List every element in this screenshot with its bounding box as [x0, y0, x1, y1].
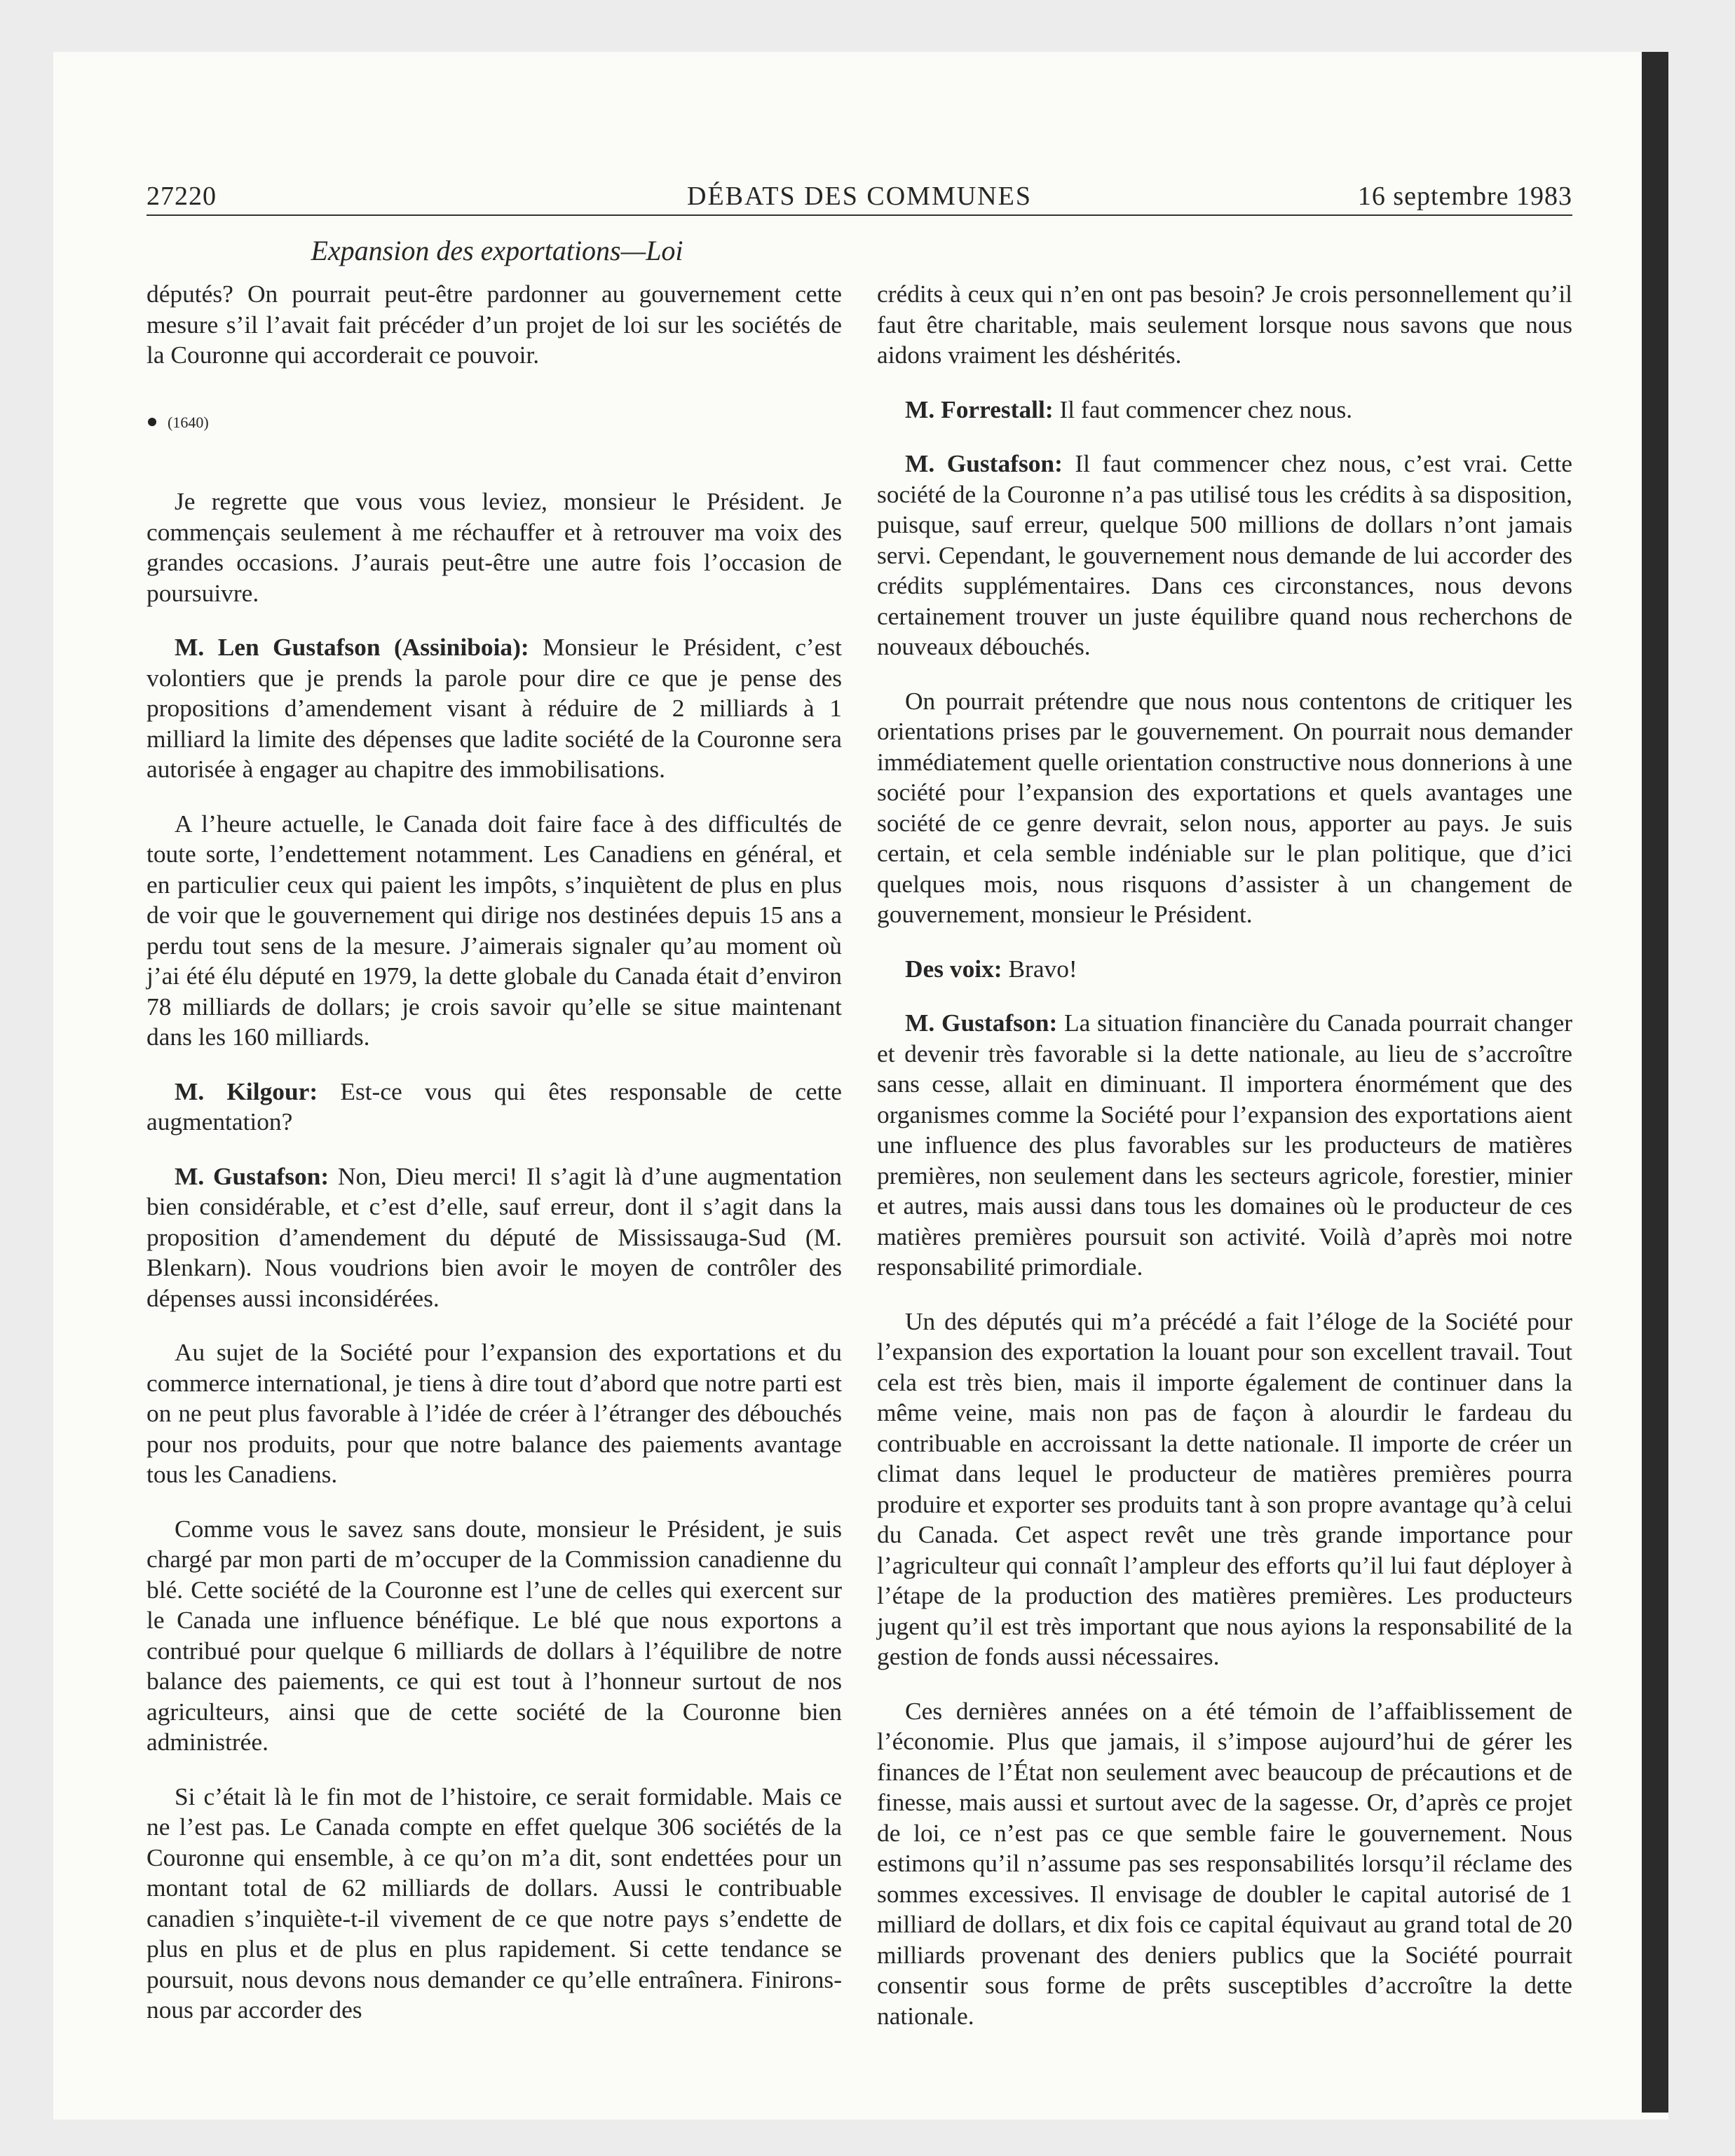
paragraph: députés? On pourrait peut-être pardonner au gouvernement cette mesure s’il l’avait fait précéder d’un projet de loi sur les sociétés de la Couronne qui accorderait ce pouvoir.: [147, 280, 842, 369]
speech-paragraph: [877, 954, 1572, 985]
page-header: [147, 179, 1572, 216]
page-number: 27220: [147, 182, 217, 211]
speaker-name: M. Gustafson:: [905, 449, 1063, 477]
bullet-icon: [148, 418, 156, 426]
speaker-name: M. Forrestall:: [905, 395, 1054, 423]
speech-text: Il faut commencer chez nous.: [1053, 395, 1353, 423]
paragraph: Si c’était là le fin mot de l’histoire, ce serait formidable. Mais ce ne l’est pas. Le Canada compte en effet quelque 306 sociétés de la Couronne qui ensemble, à ce qu’on m’a dit, sont endettées pour un montant total de 62 milliards de dollars. Aussi le contribuable canadien s’inquiète-t-il vivement de ce que notre pays s’endette de plus en plus et de plus en plus rapidement. Si cette tendance se poursuit, nous devons nous demander ce qu’elle entraînera. Finirons-nous par accorder des: [147, 1782, 842, 2024]
speech-text: Bravo!: [1002, 954, 1077, 983]
running-title: Expansion des exportations—Loi: [311, 235, 683, 266]
paragraph: Ces dernières années on a été témoin de l’affaiblissement de l’économie. Plus que jamais, il s’impose aujourd’hui de gérer les finances de l’État non seulement avec beaucoup de précautions et de finesse, mais aussi et surtout avec de la sagesse. Or, d’après ce projet de loi, ce n’est pas ce que semble faire le gouvernement. Nous estimons qu’il n’assume pas ses responsabilités lorsqu’il réclame des sommes excessives. Il envisage de doubler le capital autorisé de 1 milliard de dollars, et dix fois ce capital équivaut au grand total de 20 milliards provenant des deniers publics que la Société pourrait consentir sous forme de prêts susceptibles d’accroître la dette nationale.: [877, 1696, 1572, 2030]
paragraph: Je regrette que vous vous leviez, monsieur le Président. Je commençais seulement à me réchauffer et à retrouver ma voix des grandes occasions. J’aurais peut-être une autre fois l’occasion de poursuivre.: [147, 487, 842, 607]
speech-text: Monsieur le Président, c’est volontiers que je prends la parole pour dire ce que je pense des propositions d’amendement visant à réduire de 2 milliards à 1 milliard la limite des dépenses que ladite société de la Couronne sera autorisée à engager au chapitre des immobilisations.: [147, 633, 843, 783]
paragraph: Au sujet de la Société pour l’expansion des exportations et du commerce international, je tiens à dire tout d’abord que notre parti est on ne peut plus favorable à l’idée de créer à l’étranger des débouchés pour nos produits, pour que notre balance des paiements avantage tous les Canadiens.: [147, 1338, 842, 1488]
journal-title: DÉBATS DES COMMUNES: [687, 182, 1032, 211]
speech-paragraph: [147, 632, 842, 785]
left-column: [147, 279, 842, 2049]
right-column: [877, 279, 1572, 2055]
speech-paragraph: [877, 395, 1572, 425]
paragraph: A l’heure actuelle, le Canada doit faire face à des difficultés de toute sorte, l’endettement notamment. Les Canadiens en général, et en particulier ceux qui paient les impôts, s’inquiètent de plus en plus de voir que le gouvernement qui dirige nos destinées depuis 15 ans a perdu tout sens de la mesure. J’aimerais signaler qu’au moment où j’ai été élu député en 1979, la dette globale du Canada était d’environ 78 milliards de dollars; je crois savoir qu’elle se situe maintenant dans les 160 milliards.: [147, 809, 842, 1051]
speaker-name: M. Len Gustafson (Assiniboia):: [175, 633, 529, 661]
speaker-name: M. Gustafson:: [905, 1009, 1058, 1037]
speech-paragraph: [147, 1077, 842, 1138]
time-stamp: [148, 407, 842, 438]
speech-text: Non, Dieu merci! Il s’agit là d’une augmentation bien considérable, et c’est d’elle, sauf erreur, dont il s’agit dans la proposition d’amendement du député de Mississauga-Sud (M. Blenkarn). Nous voudrions bien avoir le moyen de contrôler des dépenses aussi inconsidérées.: [147, 1161, 842, 1312]
paragraph: On pourrait prétendre que nous nous contentons de critiquer les orientations prises par le gouvernement. On pourrait nous demander immédiatement quelle orientation constructive nous donnerions à une société pour l’expansion des exportations et quels avantages une société de ce genre devrait, selon nous, apporter au pays. Je suis certain, et cela semble indéniable sur le plan politique, que d’ici quelques mois, nous risquons d’assister à un changement de gouvernement, monsieur le Président.: [877, 686, 1572, 928]
paragraph: crédits à ceux qui n’en ont pas besoin? Je crois personnellement qu’il faut être charitable, mais seulement lorsque nous savons que nous aidons vraiment les déshérités.: [877, 280, 1572, 369]
speaker-name: M. Kilgour:: [175, 1077, 318, 1105]
speech-paragraph: [147, 1161, 842, 1314]
speech-paragraph: [877, 1008, 1572, 1283]
time-stamp-text: (1640): [168, 413, 209, 431]
speech-text: Il faut commencer chez nous, c’est vrai. Cette société de la Couronne n’a pas utilisé tous les crédits à sa disposition, puisque, sauf erreur, quelque 500 millions de dollars n’ont jamais servi. Cependant, le gouvernement nous demande de lui accorder des crédits supplémentaires. Dans ces circonstances, nous devons certainement trouver un juste équilibre quand nous recherchons de nouveaux débouchés.: [877, 449, 1572, 660]
speaker-name: Des voix:: [905, 954, 1002, 983]
paragraph: Comme vous le savez sans doute, monsieur le Président, je suis chargé par mon parti de m’occuper de la Commission canadienne du blé. Cette société de la Couronne est l’une de celles qui exercent sur le Canada une influence bénéfique. Le blé que nous exportons a contribué pour quelque 6 milliards de dollars à l’équilibre de notre balance des paiements, ce qui est tout à l’honneur surtout de nos agriculteurs, ainsi que de cette société de la Couronne bien administrée.: [147, 1514, 842, 1756]
paragraph: Un des députés qui m’a précédé a fait l’éloge de la Société pour l’expansion des exportation la louant pour son excellent travail. Tout cela est très bien, mais il importe également de continuer dans la même veine, mais non pas de façon à alourdir le fardeau du contribuable en accroissant la dette nationale. Il importe de créer un climat dans lequel le producteur de matières premières pourra produire et exporter ses produits tant à son propre avantage qu’à celui du Canada. Cet aspect revêt une très grande importance pour l’agriculteur qui connaît l’ampleur des efforts qu’il lui faut déployer à l’étape de la production des matières premières. Les producteurs jugent qu’il est très important que nous ayions la responsabilité de la gestion de fonds aussi nécessaires.: [877, 1306, 1572, 1670]
speech-paragraph: [877, 449, 1572, 662]
speech-text: La situation financière du Canada pourrait changer et devenir très favorable si la dette nationale, au lieu de s’accroître sans cesse, allait en diminuant. Il importera énormément que des organismes comme la Société pour l’expansion des exportations aient une influence des plus favorables sur les producteurs de matières premières, non seulement dans les secteurs agricole, forestier, minier et autres, mais aussi dans tous les domaines où le producteur de ces matières premières poursuit son activité. Voilà d’après moi notre responsabilité primordiale.: [877, 1009, 1572, 1281]
scan-edge-bar: [1642, 52, 1668, 2113]
speaker-name: M. Gustafson:: [175, 1161, 329, 1190]
speech-text: Est-ce vous qui êtes responsable de cette augmentation?: [147, 1077, 843, 1135]
issue-date: 16 septembre 1983: [1357, 182, 1572, 211]
